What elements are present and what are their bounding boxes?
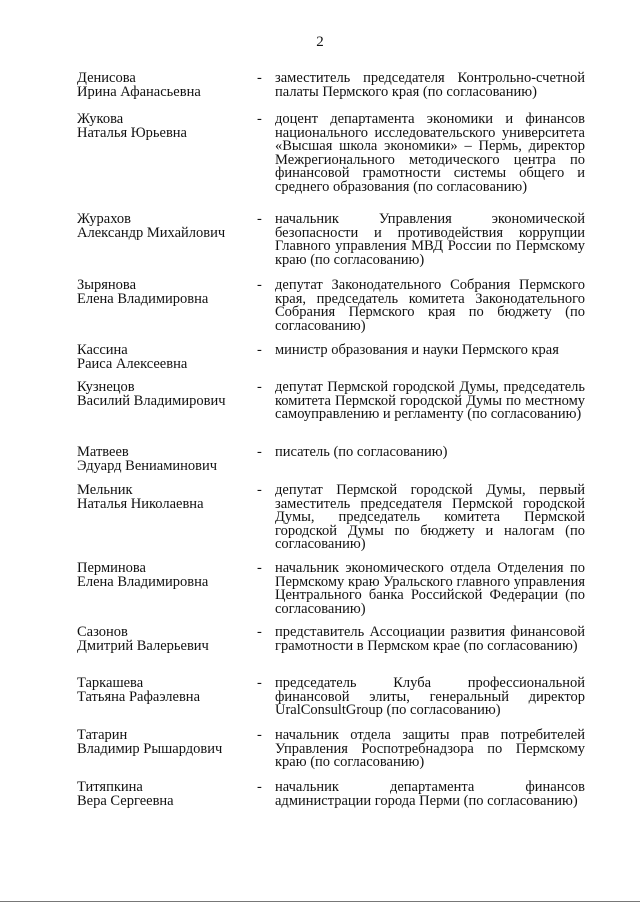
member-name (77, 562, 252, 589)
member-surname: Татарин (77, 727, 128, 743)
member-surname: Кузнецов (77, 379, 135, 395)
dash-separator: - (257, 342, 262, 358)
member-name (77, 344, 252, 371)
dash-separator: - (257, 111, 262, 127)
member-role: министр образования и науки Пермского края (275, 342, 559, 358)
dash-separator: - (257, 444, 262, 460)
page-number: 2 (316, 34, 324, 50)
member-role: доцент департамента экономики и финансов национального исследовательского университета «Высшая школа экономики» – Пермь, директор Межрегионального методического центра по финансовой грамотности системы общего и среднего образования (по согласованию) (275, 111, 585, 195)
member-surname: Матвеев (77, 444, 129, 460)
member-surname: Журахов (77, 211, 132, 227)
member-given-name: Елена Владимировна (77, 573, 209, 590)
member-surname: Денисова (77, 70, 136, 86)
dash-separator: - (257, 727, 262, 743)
member-role: председатель Клуба профессиональной финансовой элиты, генеральный директор UralConsultGroup (по согласованию) (275, 675, 585, 719)
member-surname: Сазонов (77, 624, 128, 640)
member-role: депутат Пермской городской Думы, первый заместитель председателя Пермской городской Думы, председатель комитета Пермской городской Думы по бюджету и налогам (по согласованию) (275, 482, 585, 553)
member-role: начальник Управления экономической безопасности и противодействия коррупции Главного управления МВД России по Пермскому краю (по согласованию) (275, 211, 585, 268)
member-given-name: Наталья Юрьевна (77, 124, 187, 141)
member-role: начальник экономического отдела Отделения по Пермскому краю Уральского главного управления Центрального банка Российской Федерации (по согласованию) (275, 560, 585, 617)
scan-edge-line (0, 901, 640, 902)
member-name (77, 279, 252, 306)
dash-separator: - (257, 379, 262, 395)
dash-separator: - (257, 560, 262, 576)
member-given-name: Наталья Николаевна (77, 495, 204, 512)
member-surname: Таркашева (77, 675, 144, 691)
member-surname: Перминова (77, 560, 146, 576)
member-given-name: Вера Сергеевна (77, 792, 174, 809)
dash-separator: - (257, 624, 262, 640)
member-name (77, 626, 252, 653)
member-name (77, 781, 252, 808)
dash-separator: - (257, 482, 262, 498)
member-given-name: Владимир Рышардович (77, 740, 223, 757)
dash-separator: - (257, 675, 262, 691)
dash-separator: - (257, 779, 262, 795)
member-surname: Зырянова (77, 277, 137, 293)
member-name (77, 484, 252, 511)
member-surname: Мельник (77, 482, 133, 498)
member-name (77, 446, 252, 473)
member-name (77, 213, 252, 240)
member-role: депутат Законодательного Собрания Пермского края, председатель комитета Законодательного Собрания Пермского края по бюджету (по согласованию) (275, 277, 585, 334)
member-given-name: Елена Владимировна (77, 290, 209, 307)
dash-separator: - (257, 211, 262, 227)
member-given-name: Ирина Афанасьевна (77, 83, 201, 100)
member-given-name: Василий Владимирович (77, 392, 226, 409)
member-given-name: Александр Михайлович (77, 224, 226, 241)
member-role: представитель Ассоциации развития финансовой грамотности в Пермском крае (по согласованию) (275, 624, 585, 654)
member-surname: Жукова (77, 111, 124, 127)
member-role: заместитель председателя Контрольно-счетной палаты Пермского края (по согласованию) (275, 70, 585, 100)
member-given-name: Дмитрий Валерьевич (77, 637, 209, 654)
member-role: начальник департамента финансов администрации города Перми (по согласованию) (275, 779, 585, 809)
member-role: писатель (по согласованию) (275, 444, 448, 460)
member-name (77, 113, 252, 140)
member-surname: Титяпкина (77, 779, 143, 795)
member-given-name: Эдуард Вениаминович (77, 457, 218, 474)
dash-separator: - (257, 70, 262, 86)
member-surname: Кассина (77, 342, 128, 358)
member-name (77, 72, 252, 99)
member-name (77, 381, 252, 408)
member-name (77, 729, 252, 756)
member-given-name: Татьяна Рафаэлевна (77, 688, 201, 705)
member-role: депутат Пермской городской Думы, председатель комитета Пермской городской Думы по местному самоуправлению и регламенту (по согласованию) (275, 379, 585, 423)
member-name (77, 677, 252, 704)
member-given-name: Раиса Алексеевна (77, 355, 188, 372)
member-role: начальник отдела защиты прав потребителей Управления Роспотребнадзора по Пермскому краю (по согласованию) (275, 727, 585, 771)
dash-separator: - (257, 277, 262, 293)
